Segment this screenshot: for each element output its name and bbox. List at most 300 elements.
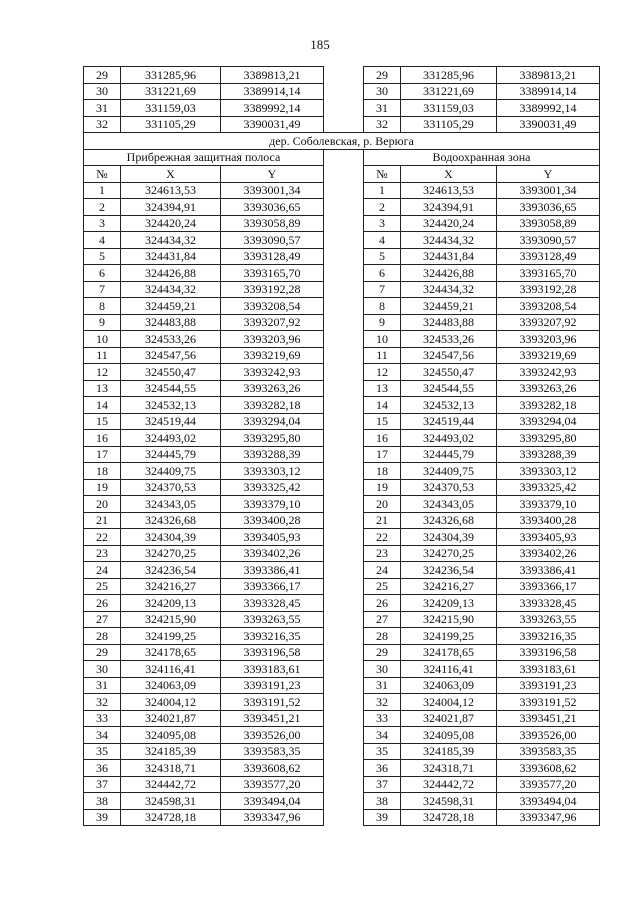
- table-gap: [324, 694, 364, 711]
- table-gap: [324, 298, 364, 315]
- left-coord-x: 324493,02: [121, 430, 221, 447]
- left-coord-y: 3393207,92: [221, 314, 324, 331]
- left-point-number: 28: [84, 628, 121, 645]
- right-point-number: 28: [364, 628, 401, 645]
- table-gap: [324, 446, 364, 463]
- right-coord-x: 324185,39: [401, 743, 497, 760]
- left-coord-x: 324236,54: [121, 562, 221, 579]
- right-coord-x: 324613,53: [401, 182, 497, 199]
- right-point-number: 12: [364, 364, 401, 381]
- right-point-number: 32: [364, 694, 401, 711]
- right-coord-x: 324063,09: [401, 677, 497, 694]
- right-coord-y: 3393208,54: [497, 298, 600, 315]
- table-row: [84, 727, 600, 744]
- right-point-number: 11: [364, 347, 401, 364]
- left-point-number: 9: [84, 314, 121, 331]
- left-coord-x: 324095,08: [121, 727, 221, 744]
- table-row: [84, 793, 600, 810]
- right-coord-y: 3393288,39: [497, 446, 600, 463]
- table-row: [84, 776, 600, 793]
- right-coord-x: 324199,25: [401, 628, 497, 645]
- left-coord-x: 324215,90: [121, 611, 221, 628]
- right-coord-y: 3393216,35: [497, 628, 600, 645]
- left-coord-y: 3393058,89: [221, 215, 324, 232]
- table-gap: [324, 314, 364, 331]
- left-coord-y: 3393405,93: [221, 529, 324, 546]
- left-coord-y: 3393402,26: [221, 545, 324, 562]
- table-row: [84, 67, 600, 84]
- right-coord-y: 3390031,49: [497, 116, 600, 133]
- table-row: [84, 694, 600, 711]
- right-point-number: 22: [364, 529, 401, 546]
- right-coord-y: 3393242,93: [497, 364, 600, 381]
- left-point-number: 32: [84, 694, 121, 711]
- left-coord-y: 3393191,52: [221, 694, 324, 711]
- left-coord-x: 324409,75: [121, 463, 221, 480]
- right-point-number: 25: [364, 578, 401, 595]
- header-num-right: №: [364, 166, 401, 183]
- right-coord-y: 3393379,10: [497, 496, 600, 513]
- left-coord-x: 324544,55: [121, 380, 221, 397]
- left-point-number: 10: [84, 331, 121, 348]
- right-coord-y: 3393325,42: [497, 479, 600, 496]
- right-coord-y: 3393183,61: [497, 661, 600, 678]
- left-coord-x: 324116,41: [121, 661, 221, 678]
- right-coord-y: 3393203,96: [497, 331, 600, 348]
- right-point-number: 26: [364, 595, 401, 612]
- table-row: [84, 314, 600, 331]
- right-coord-y: 3393128,49: [497, 248, 600, 265]
- table-gap: [324, 512, 364, 529]
- table-gap: [324, 413, 364, 430]
- right-point-number: 34: [364, 727, 401, 744]
- table-row: [84, 397, 600, 414]
- right-coord-y: 3389992,14: [497, 100, 600, 117]
- right-coord-y: 3393263,26: [497, 380, 600, 397]
- left-coord-y: 3393526,00: [221, 727, 324, 744]
- left-coord-y: 3393183,61: [221, 661, 324, 678]
- left-coord-y: 3393379,10: [221, 496, 324, 513]
- right-coord-y: 3393295,80: [497, 430, 600, 447]
- right-coord-y: 3389914,14: [497, 83, 600, 100]
- table-gap: [324, 116, 364, 133]
- left-point-number: 31: [84, 677, 121, 694]
- right-coord-x: 324409,75: [401, 463, 497, 480]
- left-coord-y: 3393386,41: [221, 562, 324, 579]
- right-point-number: 1: [364, 182, 401, 199]
- table-row: [84, 512, 600, 529]
- left-coord-y: 3393328,45: [221, 595, 324, 612]
- left-coord-x: 324442,72: [121, 776, 221, 793]
- right-coord-y: 3393191,52: [497, 694, 600, 711]
- table-gap: [324, 677, 364, 694]
- left-point-number: 22: [84, 529, 121, 546]
- left-coord-y: 3393090,57: [221, 232, 324, 249]
- table-gap: [324, 166, 364, 183]
- right-coord-y: 3393405,93: [497, 529, 600, 546]
- right-point-number: 24: [364, 562, 401, 579]
- right-point-number: 39: [364, 809, 401, 826]
- right-point-number: 18: [364, 463, 401, 480]
- left-coord-x: 324394,91: [121, 199, 221, 216]
- right-point-number: 30: [364, 661, 401, 678]
- left-point-number: 13: [84, 380, 121, 397]
- right-coord-y: 3393196,58: [497, 644, 600, 661]
- right-coord-x: 324532,13: [401, 397, 497, 414]
- right-point-number: 33: [364, 710, 401, 727]
- left-point-number: 19: [84, 479, 121, 496]
- left-coord-x: 324004,12: [121, 694, 221, 711]
- left-coord-x: 324426,88: [121, 265, 221, 282]
- left-point-number: 34: [84, 727, 121, 744]
- table-row: [84, 182, 600, 199]
- left-point-number: 3: [84, 215, 121, 232]
- table-row: [84, 496, 600, 513]
- right-coord-x: 331221,69: [401, 83, 497, 100]
- left-coord-y: 3389813,21: [221, 67, 324, 84]
- left-coord-x: 324420,24: [121, 215, 221, 232]
- left-point-number: 11: [84, 347, 121, 364]
- left-point-number: 17: [84, 446, 121, 463]
- table-gap: [324, 364, 364, 381]
- left-coord-x: 324434,32: [121, 232, 221, 249]
- right-coord-x: 324318,71: [401, 760, 497, 777]
- table-gap: [324, 248, 364, 265]
- left-coord-y: 3393196,58: [221, 644, 324, 661]
- right-point-number: 32: [364, 116, 401, 133]
- table-row: [84, 298, 600, 315]
- left-point-number: 21: [84, 512, 121, 529]
- right-coord-x: 324550,47: [401, 364, 497, 381]
- left-coord-y: 3393203,96: [221, 331, 324, 348]
- right-zone-title: Водоохранная зона: [364, 149, 600, 166]
- table-row: [84, 430, 600, 447]
- left-coord-x: 324318,71: [121, 760, 221, 777]
- right-coord-x: 324095,08: [401, 727, 497, 744]
- left-point-number: 31: [84, 100, 121, 117]
- left-coord-x: 331159,03: [121, 100, 221, 117]
- left-point-number: 27: [84, 611, 121, 628]
- left-zone-title: Прибрежная защитная полоса: [84, 149, 324, 166]
- table-row: [84, 562, 600, 579]
- left-coord-x: 324434,32: [121, 281, 221, 298]
- right-point-number: 9: [364, 314, 401, 331]
- left-point-number: 16: [84, 430, 121, 447]
- right-coord-x: 324493,02: [401, 430, 497, 447]
- table-row: [84, 380, 600, 397]
- right-coord-x: 331159,03: [401, 100, 497, 117]
- right-coord-x: 324442,72: [401, 776, 497, 793]
- right-coord-x: 324370,53: [401, 479, 497, 496]
- left-coord-y: 3393325,42: [221, 479, 324, 496]
- left-coord-y: 3393366,17: [221, 578, 324, 595]
- left-coord-y: 3389914,14: [221, 83, 324, 100]
- left-coord-y: 3393242,93: [221, 364, 324, 381]
- left-point-number: 32: [84, 116, 121, 133]
- left-coord-y: 3393208,54: [221, 298, 324, 315]
- left-coord-x: 324216,27: [121, 578, 221, 595]
- right-coord-x: 324216,27: [401, 578, 497, 595]
- left-coord-y: 3393303,12: [221, 463, 324, 480]
- table-row: [84, 463, 600, 480]
- right-point-number: 20: [364, 496, 401, 513]
- left-point-number: 6: [84, 265, 121, 282]
- right-coord-x: 324547,56: [401, 347, 497, 364]
- left-coord-y: 3389992,14: [221, 100, 324, 117]
- page-number: 185: [310, 37, 330, 52]
- right-coord-x: 324431,84: [401, 248, 497, 265]
- right-coord-x: 324434,32: [401, 281, 497, 298]
- table-row: [84, 578, 600, 595]
- left-point-number: 29: [84, 644, 121, 661]
- right-point-number: 38: [364, 793, 401, 810]
- right-coord-x: 324004,12: [401, 694, 497, 711]
- left-coord-y: 3393192,28: [221, 281, 324, 298]
- left-coord-y: 3393263,26: [221, 380, 324, 397]
- left-coord-y: 3393494,04: [221, 793, 324, 810]
- left-coord-x: 324547,56: [121, 347, 221, 364]
- table-gap: [324, 496, 364, 513]
- right-coord-y: 3393263,55: [497, 611, 600, 628]
- right-coord-y: 3393165,70: [497, 265, 600, 282]
- table-gap: [324, 727, 364, 744]
- left-point-number: 20: [84, 496, 121, 513]
- left-coord-x: 324304,39: [121, 529, 221, 546]
- table-gap: [324, 595, 364, 612]
- continued-rows: [84, 67, 600, 133]
- right-point-number: 37: [364, 776, 401, 793]
- right-coord-x: 324343,05: [401, 496, 497, 513]
- right-point-number: 13: [364, 380, 401, 397]
- right-coord-y: 3393058,89: [497, 215, 600, 232]
- left-point-number: 38: [84, 793, 121, 810]
- left-coord-x: 324459,21: [121, 298, 221, 315]
- table-row: [84, 232, 600, 249]
- right-coord-y: 3393583,35: [497, 743, 600, 760]
- location-title: дер. Соболевская, р. Верюга: [84, 133, 600, 150]
- table-row: [84, 743, 600, 760]
- table-row: [84, 446, 600, 463]
- right-coord-y: 3393036,65: [497, 199, 600, 216]
- right-coord-x: 324215,90: [401, 611, 497, 628]
- header-num-left: №: [84, 166, 121, 183]
- left-point-number: 7: [84, 281, 121, 298]
- table-row: [84, 595, 600, 612]
- left-coord-x: 324343,05: [121, 496, 221, 513]
- right-coord-y: 3393347,96: [497, 809, 600, 826]
- left-coord-y: 3393288,39: [221, 446, 324, 463]
- header-y-right: Y: [497, 166, 600, 183]
- right-coord-x: 324270,25: [401, 545, 497, 562]
- table-gap: [324, 215, 364, 232]
- right-coord-x: 324178,65: [401, 644, 497, 661]
- left-coord-y: 3393219,69: [221, 347, 324, 364]
- left-coord-y: 3393036,65: [221, 199, 324, 216]
- right-point-number: 4: [364, 232, 401, 249]
- left-point-number: 18: [84, 463, 121, 480]
- table-row: [84, 661, 600, 678]
- right-coord-x: 324326,68: [401, 512, 497, 529]
- left-coord-x: 324270,25: [121, 545, 221, 562]
- right-point-number: 5: [364, 248, 401, 265]
- left-coord-y: 3393451,21: [221, 710, 324, 727]
- right-point-number: 7: [364, 281, 401, 298]
- left-coord-x: 324431,84: [121, 248, 221, 265]
- right-point-number: 29: [364, 644, 401, 661]
- table-row: [84, 545, 600, 562]
- right-coord-x: 324459,21: [401, 298, 497, 315]
- left-coord-y: 3393294,04: [221, 413, 324, 430]
- left-point-number: 25: [84, 578, 121, 595]
- left-coord-x: 324185,39: [121, 743, 221, 760]
- left-coord-x: 324533,26: [121, 331, 221, 348]
- table-row: [84, 347, 600, 364]
- table-gap: [324, 545, 364, 562]
- right-coord-x: 324426,88: [401, 265, 497, 282]
- left-point-number: 37: [84, 776, 121, 793]
- table-gap: [324, 644, 364, 661]
- left-coord-y: 3393282,18: [221, 397, 324, 414]
- right-point-number: 6: [364, 265, 401, 282]
- right-coord-y: 3393366,17: [497, 578, 600, 595]
- table-gap: [324, 281, 364, 298]
- table-gap: [324, 199, 364, 216]
- right-point-number: 19: [364, 479, 401, 496]
- header-y-left: Y: [221, 166, 324, 183]
- left-coord-x: 324326,68: [121, 512, 221, 529]
- table-gap: [324, 100, 364, 117]
- left-coord-x: 324483,88: [121, 314, 221, 331]
- left-coord-x: 324370,53: [121, 479, 221, 496]
- left-point-number: 2: [84, 199, 121, 216]
- table-row: [84, 215, 600, 232]
- table-gap: [324, 83, 364, 100]
- right-point-number: 10: [364, 331, 401, 348]
- table-gap: [324, 628, 364, 645]
- right-coord-x: 324483,88: [401, 314, 497, 331]
- left-coord-y: 3393165,70: [221, 265, 324, 282]
- right-coord-y: 3393608,62: [497, 760, 600, 777]
- right-coord-y: 3393328,45: [497, 595, 600, 612]
- coordinate-rows: [84, 182, 600, 826]
- right-coord-x: 324021,87: [401, 710, 497, 727]
- right-point-number: 31: [364, 677, 401, 694]
- right-point-number: 35: [364, 743, 401, 760]
- right-coord-y: 3393090,57: [497, 232, 600, 249]
- right-point-number: 3: [364, 215, 401, 232]
- table-row: [84, 644, 600, 661]
- table-row: [84, 281, 600, 298]
- table-gap: [324, 182, 364, 199]
- table-gap: [324, 710, 364, 727]
- table-row: [84, 760, 600, 777]
- left-point-number: 1: [84, 182, 121, 199]
- header-x-right: X: [401, 166, 497, 183]
- left-coord-x: 324199,25: [121, 628, 221, 645]
- right-point-number: 17: [364, 446, 401, 463]
- left-coord-y: 3393295,80: [221, 430, 324, 447]
- table-row: [84, 413, 600, 430]
- table-row: [84, 83, 600, 100]
- right-coord-y: 3393451,21: [497, 710, 600, 727]
- right-coord-y: 3393494,04: [497, 793, 600, 810]
- left-coord-y: 3393263,55: [221, 611, 324, 628]
- table-gap: [324, 265, 364, 282]
- right-point-number: 15: [364, 413, 401, 430]
- table-row: [84, 677, 600, 694]
- right-coord-x: 324116,41: [401, 661, 497, 678]
- section-header: [84, 133, 600, 183]
- left-point-number: 12: [84, 364, 121, 381]
- left-point-number: 15: [84, 413, 121, 430]
- right-coord-y: 3389813,21: [497, 67, 600, 84]
- right-point-number: 36: [364, 760, 401, 777]
- right-point-number: 8: [364, 298, 401, 315]
- left-coord-y: 3393216,35: [221, 628, 324, 645]
- table-gap: [324, 149, 364, 166]
- left-point-number: 30: [84, 661, 121, 678]
- left-coord-y: 3393583,35: [221, 743, 324, 760]
- table-row: [84, 611, 600, 628]
- table-gap: [324, 562, 364, 579]
- left-coord-y: 3393347,96: [221, 809, 324, 826]
- table-gap: [324, 232, 364, 249]
- left-point-number: 26: [84, 595, 121, 612]
- right-coord-y: 3393282,18: [497, 397, 600, 414]
- right-coord-x: 331285,96: [401, 67, 497, 84]
- right-coord-x: 331105,29: [401, 116, 497, 133]
- right-coord-y: 3393526,00: [497, 727, 600, 744]
- right-point-number: 14: [364, 397, 401, 414]
- table-row: [84, 628, 600, 645]
- table-row: [84, 710, 600, 727]
- left-point-number: 14: [84, 397, 121, 414]
- left-coord-y: 3393191,23: [221, 677, 324, 694]
- right-coord-x: 324420,24: [401, 215, 497, 232]
- left-coord-x: 324532,13: [121, 397, 221, 414]
- table-row: [84, 248, 600, 265]
- right-point-number: 21: [364, 512, 401, 529]
- left-coord-y: 3393608,62: [221, 760, 324, 777]
- table-row: [84, 100, 600, 117]
- left-coord-x: 324550,47: [121, 364, 221, 381]
- right-coord-x: 324304,39: [401, 529, 497, 546]
- right-point-number: 27: [364, 611, 401, 628]
- right-coord-y: 3393191,23: [497, 677, 600, 694]
- right-point-number: 29: [364, 67, 401, 84]
- table-gap: [324, 809, 364, 826]
- table-gap: [324, 611, 364, 628]
- table-row: [84, 199, 600, 216]
- left-coord-x: 324598,31: [121, 793, 221, 810]
- right-point-number: 31: [364, 100, 401, 117]
- table-gap: [324, 578, 364, 595]
- right-point-number: 2: [364, 199, 401, 216]
- left-coord-x: 331221,69: [121, 83, 221, 100]
- table-row: [84, 529, 600, 546]
- right-coord-x: 324519,44: [401, 413, 497, 430]
- left-point-number: 24: [84, 562, 121, 579]
- left-coord-y: 3393400,28: [221, 512, 324, 529]
- right-coord-y: 3393207,92: [497, 314, 600, 331]
- table-row: [84, 479, 600, 496]
- right-point-number: 30: [364, 83, 401, 100]
- right-coord-x: 324236,54: [401, 562, 497, 579]
- right-coord-y: 3393402,26: [497, 545, 600, 562]
- left-coord-x: 324021,87: [121, 710, 221, 727]
- right-coord-x: 324598,31: [401, 793, 497, 810]
- right-coord-y: 3393294,04: [497, 413, 600, 430]
